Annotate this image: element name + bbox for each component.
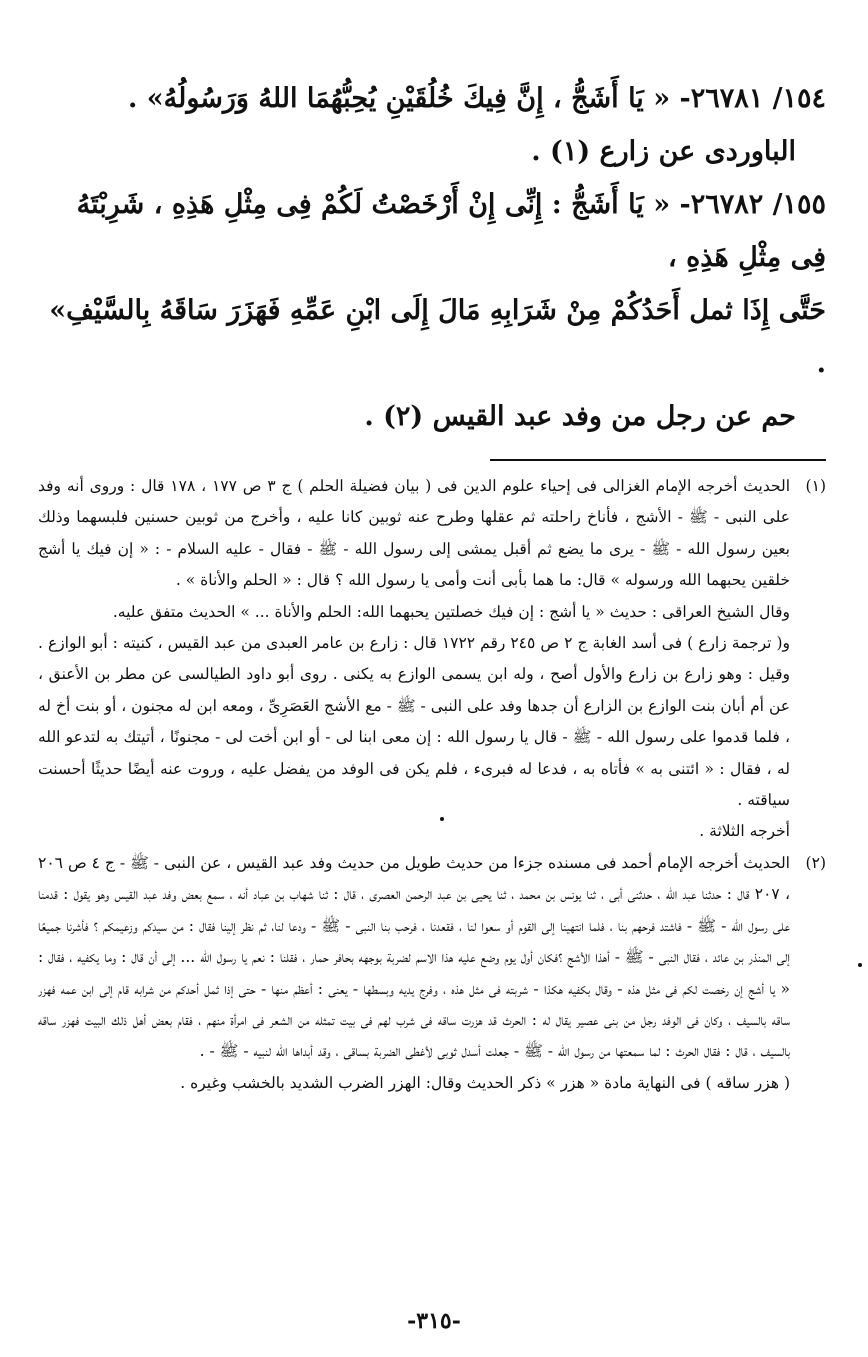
footnotes-section — [38, 471, 826, 1099]
page-number: -٣١٥- — [407, 1308, 461, 1334]
footnote-1-closing: أخرجه الثلاثة . — [699, 822, 790, 841]
hadith-155-text-line-2: حَتَّى إِذَا ثمل أَحَدُكُمْ مِنْ شَرَابِهِ مَالَ إِلَى ابْنِ عَمِّهِ فَهَزَرَ سَاقَهُ بِالسَّيْفِ» . — [49, 295, 826, 379]
hadith-section — [38, 72, 826, 443]
footnote-2 — [38, 848, 826, 1099]
hadith-155-source: حم عن رجل من وفد عبد القيس (٢) . — [364, 401, 796, 432]
print-speck — [440, 817, 444, 821]
footnote-2-gloss: ( هزر ساقه ) فى النهاية مادة « هزر » ذكر الحديث وقال: الهزر الضرب الشديد بالخشب وغيره . — [180, 1073, 790, 1092]
footnote-1 — [38, 471, 826, 848]
print-speck — [858, 963, 862, 967]
hadith-154-source: الباوردى عن زارع (١) . — [531, 136, 796, 167]
hadith-155-text-line-1: ١٥٥/ ٢٦٧٨٢- « يَا أَشَجُّ : إِنِّى إِنْ أَرْخَصْتُ لَكُمْ فِى مِثْلِ هَذِهِ ، شَرِبْتَهُ فِى مِثْلِ هَذِهِ ، — [76, 189, 826, 273]
footnote-divider — [490, 459, 826, 461]
hadith-154-text: ١٥٤/ ٢٦٧٨١- « يَا أَشَجُّ ، إِنَّ فِيكَ خُلُقَيْنِ يُحِبُّهُمَا اللهُ وَرَسُولُهُ» . — [127, 83, 826, 114]
footnote-2-paragraph: الحديث أخرجه الإمام أحمد فى مسنده جزءا من حديث طويل من حديث وفد عبد القيس ، عن النبى - ﷺ - ج ٤ ص ٢٠٦ ، ٢٠٧ قال : حدثنا عبد الله ، حدثنى أبى ، ثنا يونس بن محمد ، ثنا يحيى بن عبد الرحمن العصرى ، قال : ثنا شهاب بن عباد أنه ، سمع بعض وفد عبد القيس وهو يقول : قدمنا على رسول الله - ﷺ - فاشتد فرحهم بنا ، فلما انتهينا إلى القوم أو سعوا لنا ، فقعدنا ، فرحب بنا النبى - ﷺ - ودعا لنا، ثم نظر إلينا فقال : من سيدكم وزعيمكم ؟ فأشرنا جميعًا إلى المنذر بن عائد ، فقال النبى - ﷺ - أهذا الأشج ؟فكان أول يوم وضع عليه هذا الاسم لضربة بوجهه بحافر حمار ، فقلنا : نعم يا رسول الله ... إلى أن قال : وما يكفيه ، فقال : « يا أشج إن رخصت لكم فى مثل هذه - وقال بكفيه هكذا - شربته فى مثل هذه ، وفرج يديه وبسطها - يعنى : أعظم منها - حتى إذا ثمل أحدكم من شرابه قام إلى ابن عمه فهزر ساقه بالسيف ، وكان فى الوفد رجل من بنى عصير يقال له : الحرث قد هزرت ساقه فى شرب لهم فى بيت تمثله من الشعر فى امرأة منهم ، فقام بعض أهل ذلك البيت فهزر ساقه بالسيف ، قال : فقال الحرث : لما سمعتها من رسول الله - ﷺ - جعلت أسدل ثوبى لأغطى الضربة بساقى ، وقد أبداها الله لنبيه - ﷺ - . — [38, 853, 790, 1061]
footnote-2-number: (٢) — [805, 853, 826, 872]
footnote-1-biography-paragraph: و( ترجمة زارع ) فى أسد الغابة ج ٢ ص ٢٤٥ رقم ١٧٢٢ قال : زارع بن عامر العبدى من عبد القيس ، كنيته : أبو الوازع . وقيل : وهو زارع بن زارع والأول أصح ، وله ابن يسمى الوازع به يكنى . روى أبو داود الطيالسى عن مطر بن الأعنق ، عن أم أبان بنت الوازع بن الزارع أن جدها وفد على النبى - ﷺ - مع الأشج العَصَرِىِّ ، ومعه ابن له مجنون ، أو بنت أخ له ، فلما قدموا على رسول الله - ﷺ - قال يا رسول الله : إن معى ابنا لى - أو ابن أخت لى - مجنونًا ، أتيتك به لتدعو الله له ، فقال : « ائتنى به » فأتاه به ، فدعا له فبرىء ، فلم يكن فى الوفد من يفضل عليه ، وروت عنه أيضًا حديثًا أحسنت سياقته . — [38, 634, 791, 810]
footnote-1-paragraph: الحديث أخرجه الإمام الغزالى فى إحياء علوم الدين فى ( بيان فضيلة الحلم ) ج ٣ ص ١٧٧ ، ١٧٨ قال : وروى أنه وفد على النبى - ﷺ - الأشج ، فأناخ راحلته ثم عقلها وطرح عنه ثوبين كانا عليه ، وأخرج من ثوبين حسنين فلبسهما وذلك بعين رسول الله - ﷺ - يرى ما يضع ثم أقبل يمشى إلى رسول الله - ﷺ - فقال - عليه السلام - : « إن فيك يا أشج خلقين يحبهما الله ورسوله » قال: ما هما بأبى أنت وأمى يا رسول الله ؟ قال : « الحلم والأناة » . — [38, 477, 791, 590]
footnote-1-iraqi-paragraph: وقال الشيخ العراقى : حديث « يا أشج : إن فيك خصلتين يحبهما الله: الحلم والأناة ... » الحديث متفق عليه. — [112, 602, 790, 621]
footnote-1-number: (١) — [805, 477, 826, 495]
